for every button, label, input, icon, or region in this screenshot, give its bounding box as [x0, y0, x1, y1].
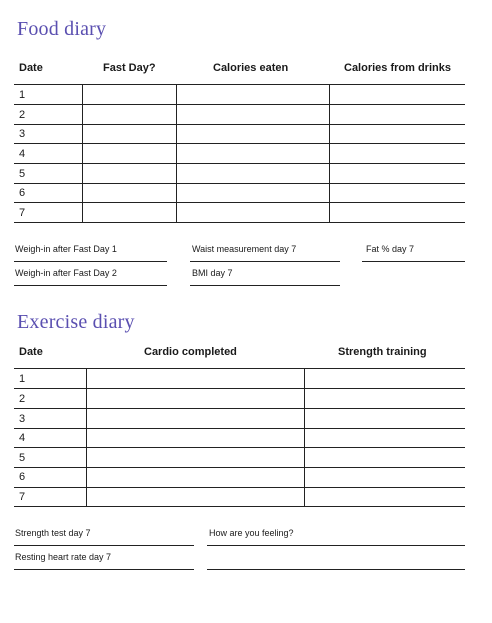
exercise-row-number: 2	[19, 393, 26, 405]
food-row-number: 1	[19, 89, 26, 101]
exercise-row-number: 4	[19, 432, 26, 444]
exercise-row-number: 3	[19, 413, 26, 425]
table-rule	[14, 467, 465, 468]
waist-measurement-label: Waist measurement day 7	[192, 244, 297, 254]
food-header-calories-drinks: Calories from drinks	[344, 62, 451, 74]
food-diary-title: Food diary	[17, 18, 107, 40]
food-header-calories-eaten: Calories eaten	[213, 62, 289, 74]
weigh-in-fast-day-2-label: Weigh-in after Fast Day 2	[15, 268, 117, 278]
food-header-fast-day: Fast Day?	[103, 62, 156, 74]
food-row-number: 2	[19, 109, 26, 121]
exercise-diary-title: Exercise diary	[17, 311, 135, 333]
food-row-number: 3	[19, 128, 26, 140]
weigh-in-fast-day-2-field[interactable]	[14, 285, 167, 286]
strength-test-field[interactable]	[14, 545, 194, 546]
feeling-notes-field[interactable]	[207, 569, 465, 570]
weigh-in-fast-day-1-label: Weigh-in after Fast Day 1	[15, 244, 117, 254]
exercise-row-number: 7	[19, 491, 26, 503]
resting-heart-rate-label: Resting heart rate day 7	[15, 552, 112, 562]
table-rule	[14, 408, 465, 409]
exercise-row-number: 6	[19, 471, 26, 483]
food-row-number: 5	[19, 168, 26, 180]
table-rule	[14, 388, 465, 389]
table-rule	[14, 368, 465, 369]
table-rule	[14, 447, 465, 448]
exercise-header-strength: Strength training	[338, 346, 427, 358]
table-rule	[14, 428, 465, 429]
how-are-you-feeling-field[interactable]	[207, 545, 465, 546]
column-divider	[86, 368, 87, 506]
table-rule	[14, 487, 465, 488]
table-rule	[14, 222, 465, 223]
food-row-number: 6	[19, 187, 26, 199]
table-rule	[14, 506, 465, 507]
column-divider	[82, 84, 83, 222]
fat-percent-label: Fat % day 7	[366, 244, 415, 254]
waist-measurement-field[interactable]	[190, 261, 340, 262]
how-are-you-feeling-label: How are you feeling?	[209, 528, 294, 538]
fat-percent-field[interactable]	[362, 261, 465, 262]
column-divider	[329, 84, 330, 222]
food-row-number: 7	[19, 207, 26, 219]
food-row-number: 4	[19, 148, 26, 160]
bmi-label: BMI day 7	[192, 268, 233, 278]
strength-test-label: Strength test day 7	[15, 528, 91, 538]
exercise-header-cardio: Cardio completed	[144, 346, 237, 358]
column-divider	[304, 368, 305, 506]
column-divider	[176, 84, 177, 222]
exercise-row-number: 1	[19, 373, 26, 385]
resting-heart-rate-field[interactable]	[14, 569, 194, 570]
bmi-field[interactable]	[190, 285, 340, 286]
food-header-date: Date	[19, 62, 43, 74]
exercise-header-date: Date	[19, 346, 43, 358]
exercise-row-number: 5	[19, 452, 26, 464]
weigh-in-fast-day-1-field[interactable]	[14, 261, 167, 262]
